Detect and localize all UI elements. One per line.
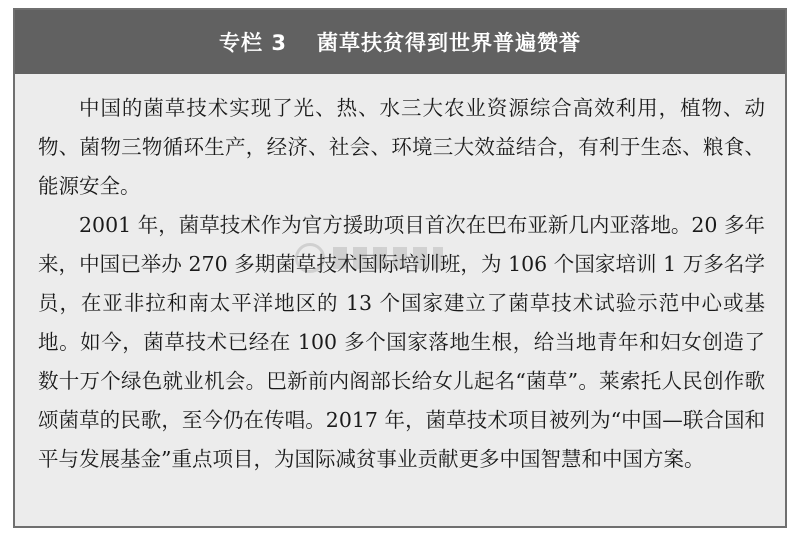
sidebar-box [13, 8, 787, 528]
box-label: 专栏 3 [219, 31, 287, 55]
box-header [15, 10, 785, 74]
box-body [15, 74, 785, 479]
paragraph-2: 2001 年，菌草技术作为官方援助项目首次在巴布亚新几内亚落地。20 多年来，中国已举办 270 多期菌草技术国际培训班，为 106 个国家培训 1 万多名学员，在亚非拉和南太平洋地区的 13 个国家建立了菌草技术试验示范中心或基地。如今，菌草技术已经在 100 多个国家落地生根，给当地青年和妇女创造了数十万个绿色就业机会。巴新前内阁部长给女儿起名“菌草”。莱索托人民创作歌颂菌草的民歌，至今仍在传唱。2017 年，菌草技术项目被列为“中国—联合国和平与发展基金”重点项目，为国际减贫事业贡献更多中国智慧和中国方案。 [38, 213, 765, 471]
paragraph-1: 中国的菌草技术实现了光、热、水三大农业资源综合高效利用，植物、动物、菌物三物循环生产，经济、社会、环境三大效益结合，有利于生态、粮食、能源安全。 [38, 96, 765, 198]
box-title: 菌草扶贫得到世界普遍赞誉 [316, 31, 581, 55]
